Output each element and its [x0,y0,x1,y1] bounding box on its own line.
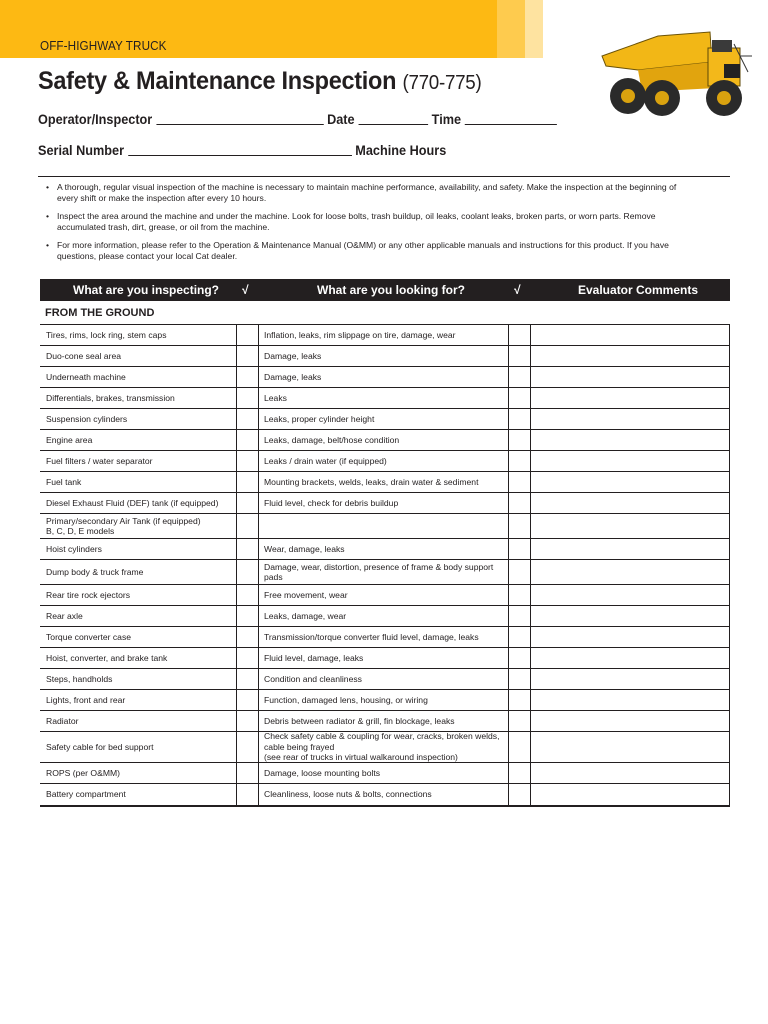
serial-number-field[interactable] [128,144,352,156]
table-row [40,367,730,388]
inspection-item-text: Steps, handholds [46,673,113,684]
look-for-text-text: Mounting brackets, welds, leaks, drain water & sediment [264,476,479,487]
section-title: FROM THE GROUND [45,307,155,319]
comments-cell[interactable] [530,409,730,429]
inspection-item [40,514,236,538]
inspection-item [40,627,236,647]
comments-cell[interactable] [530,732,730,762]
look-for-text-text: Damage, wear, distortion, presence of frame & body support pads [264,561,494,582]
table-row [40,409,730,430]
table-row [40,325,730,346]
check-cell-1[interactable] [236,451,258,471]
comments-cell[interactable] [530,585,730,605]
table-row [40,388,730,409]
look-for-text [258,784,508,805]
inspection-item [40,430,236,450]
check-cell-2[interactable] [508,763,530,783]
look-for-text [258,451,508,471]
table-row [40,585,730,606]
comments-cell[interactable] [530,367,730,387]
check-cell-1[interactable] [236,388,258,408]
look-for-text [258,539,508,559]
check-cell-2[interactable] [508,451,530,471]
comments-cell[interactable] [530,346,730,366]
serial-number-label: Serial Number [38,143,125,158]
look-for-text-text: Condition and cleanliness [264,673,362,684]
divider [38,176,730,177]
check-cell-2[interactable] [508,493,530,513]
header-comments: Evaluator Comments [578,283,699,297]
check-cell-1[interactable] [236,690,258,710]
inspection-item [40,585,236,605]
look-for-text-text: Leaks, damage, wear [264,610,347,621]
inspection-item [40,388,236,408]
look-for-text-text: Debris between radiator & grill, fin blockage, leaks [264,715,455,726]
comments-cell[interactable] [530,669,730,689]
table-row [40,711,730,732]
check-cell-2[interactable] [508,669,530,689]
check-cell-1[interactable] [236,539,258,559]
look-for-text [258,690,508,710]
look-for-text [258,367,508,387]
look-for-text [258,627,508,647]
operator-date-time-row [38,112,561,127]
page-title [38,67,481,96]
table-row [40,606,730,627]
comments-cell[interactable] [530,606,730,626]
look-for-text [258,472,508,492]
check-cell-2[interactable] [508,711,530,731]
check-cell-2[interactable] [508,627,530,647]
look-for-text-text: Transmission/torque converter fluid level, damage, leaks [264,631,479,642]
comments-cell[interactable] [530,472,730,492]
inspection-item [40,493,236,513]
look-for-text-text: Leaks / drain water (if equipped) [264,455,387,466]
check-cell-1[interactable] [236,606,258,626]
look-for-text [258,585,508,605]
instruction-item: • For more information, please refer to the Operation & Maintenance Manual (O&MM) or any other applicable manuals and instructions for this product. If you have questions, please contact your local Cat dealer. [44,240,694,262]
inspection-item-text: Rear axle [46,610,83,621]
inspection-item [40,763,236,783]
comments-cell[interactable] [530,514,730,538]
instruction-item: • Inspect the area around the machine and under the machine. Look for loose bolts, trash buildup, oil leaks, coolant leaks, broken parts, or worn parts. Remove accumulated trash, dirt, grease, or oil from the machine. [44,211,694,233]
look-for-text-text: Leaks [264,392,287,403]
header-check-2: √ [514,283,521,297]
inspection-item-text: Dump body & truck frame [46,566,144,577]
look-for-text-text: Damage, leaks [264,371,322,382]
check-cell-1[interactable] [236,669,258,689]
comments-cell[interactable] [530,648,730,668]
inspection-item-text: Underneath machine [46,371,126,382]
table-row [40,784,730,805]
inspection-item [40,732,236,762]
truck-image [598,26,753,118]
serial-hours-row [38,143,446,158]
check-cell-2[interactable] [508,514,530,538]
check-cell-2[interactable] [508,648,530,668]
operator-label: Operator/Inspector [38,112,153,127]
check-cell-2[interactable] [508,325,530,345]
check-cell-1[interactable] [236,493,258,513]
check-cell-2[interactable] [508,346,530,366]
check-cell-1[interactable] [236,711,258,731]
check-cell-1[interactable] [236,367,258,387]
inspection-item-text: Battery compartment [46,789,126,800]
look-for-text-text: Fluid level, damage, leaks [264,652,364,663]
comments-cell[interactable] [530,627,730,647]
look-for-text [258,648,508,668]
banner-accent-strip-light [525,0,543,58]
look-for-text-text: Damage, leaks [264,350,322,361]
check-cell-2[interactable] [508,560,530,584]
check-cell-1[interactable] [236,472,258,492]
look-for-text [258,493,508,513]
look-for-text-text: Free movement, wear [264,589,348,600]
header-looking: What are you looking for? [317,283,466,297]
table-row [40,732,730,763]
check-cell-2[interactable] [508,732,530,762]
inspection-item [40,690,236,710]
look-for-text [258,763,508,783]
date-label: Date [327,112,355,127]
table-row [40,627,730,648]
table-row [40,346,730,367]
check-cell-2[interactable] [508,388,530,408]
inspection-item-text: Torque converter case [46,631,132,642]
table-row [40,514,730,539]
header-inspecting: What are you inspecting? [73,283,220,297]
inspection-item [40,784,236,805]
look-for-text-text: Check safety cable & coupling for wear, cracks, broken welds, cable being frayed (see rear of trucks in virtual walkaround inspection) [264,731,500,763]
check-cell-2[interactable] [508,409,530,429]
inspection-item-text: Primary/secondary Air Tank (if equipped) B, C, D, E models [46,515,201,536]
comments-cell[interactable] [530,430,730,450]
comments-cell[interactable] [530,784,730,805]
machine-hours-label: Machine Hours [355,143,447,158]
check-cell-1[interactable] [236,732,258,762]
check-cell-1[interactable] [236,627,258,647]
check-cell-2[interactable] [508,784,530,805]
look-for-text [258,346,508,366]
look-for-text [258,669,508,689]
inspection-item-text: Tires, rims, lock ring, stem caps [46,329,167,340]
check-cell-1[interactable] [236,325,258,345]
table-row [40,560,730,585]
check-cell-1[interactable] [236,514,258,538]
table-row [40,763,730,784]
look-for-text [258,325,508,345]
inspection-item [40,606,236,626]
inspection-item-text: ROPS (per O&MM) [46,767,121,778]
look-for-text [258,732,508,762]
inspection-item [40,451,236,471]
inspection-item [40,560,236,584]
inspection-item-text: Differentials, brakes, transmission [46,392,175,403]
inspection-item-text: Radiator [46,715,79,726]
time-field[interactable] [465,113,557,125]
inspection-item-text: Hoist cylinders [46,543,102,554]
comments-cell[interactable] [530,560,730,584]
look-for-text [258,409,508,429]
look-for-text [258,514,508,538]
comments-cell[interactable] [530,763,730,783]
inspection-item-text: Hoist, converter, and brake tank [46,652,168,663]
category-label: OFF-HIGHWAY TRUCK [40,38,167,53]
inspection-table [40,324,730,807]
check-cell-2[interactable] [508,690,530,710]
inspection-item-text: Diesel Exhaust Fluid (DEF) tank (if equipped) [46,497,219,508]
model-range: (770-775) [402,72,482,94]
check-cell-1[interactable] [236,346,258,366]
table-row [40,493,730,514]
inspection-item-text: Engine area [46,434,93,445]
instruction-item: • A thorough, regular visual inspection of the machine is necessary to maintain machine performance, availability, and safety. Make the inspection at the beginning of every shift or make the inspection after every 10 hours. [44,182,694,204]
table-row [40,648,730,669]
comments-cell[interactable] [530,539,730,559]
inspection-item [40,711,236,731]
inspection-item [40,539,236,559]
comments-cell[interactable] [530,388,730,408]
look-for-text-text: Fluid level, check for debris buildup [264,497,399,508]
look-for-text-text: Function, damaged lens, housing, or wiring [264,694,428,705]
inspection-item [40,648,236,668]
check-cell-1[interactable] [236,784,258,805]
table-row [40,669,730,690]
check-cell-2[interactable] [508,539,530,559]
title-text: Safety & Maintenance Inspection [38,67,397,95]
check-cell-2[interactable] [508,472,530,492]
operator-field[interactable] [156,113,323,125]
inspection-item-text: Safety cable for bed support [46,741,154,752]
inspection-item [40,472,236,492]
header-check-1: √ [242,283,249,297]
check-cell-2[interactable] [508,430,530,450]
check-cell-1[interactable] [236,560,258,584]
comments-cell[interactable] [530,711,730,731]
look-for-text [258,711,508,731]
inspection-item-text: Fuel filters / water separator [46,455,153,466]
look-for-text [258,430,508,450]
look-for-text-text: Cleanliness, loose nuts & bolts, connections [264,789,432,800]
check-cell-1[interactable] [236,763,258,783]
comments-cell[interactable] [530,493,730,513]
check-cell-2[interactable] [508,606,530,626]
check-cell-2[interactable] [508,585,530,605]
check-cell-1[interactable] [236,430,258,450]
time-label: Time [431,112,462,127]
comments-cell[interactable] [530,690,730,710]
inspection-item-text: Fuel tank [46,476,82,487]
inspection-item [40,325,236,345]
inspection-item-text: Suspension cylinders [46,413,128,424]
table-row [40,690,730,711]
inspection-item-text: Duo-cone seal area [46,350,122,361]
inspection-item-text: Rear tire rock ejectors [46,589,131,600]
check-cell-2[interactable] [508,367,530,387]
inspection-item [40,346,236,366]
look-for-text-text: Leaks, proper cylinder height [264,413,375,424]
look-for-text [258,388,508,408]
look-for-text [258,606,508,626]
inspection-item [40,669,236,689]
inspection-item [40,409,236,429]
look-for-text [258,560,508,584]
look-for-text-text: Leaks, damage, belt/hose condition [264,434,400,445]
look-for-text-text: Inflation, leaks, rim slippage on tire, damage, wear [264,329,456,340]
look-for-text-text: Damage, loose mounting bolts [264,767,381,778]
table-header [40,279,730,301]
inspection-item-text: Lights, front and rear [46,694,126,705]
look-for-text-text: Wear, damage, leaks [264,543,345,554]
table-row [40,539,730,560]
instructions-list [44,182,694,269]
check-cell-1[interactable] [236,585,258,605]
banner-accent-strip [497,0,525,58]
date-field[interactable] [358,113,428,125]
comments-cell[interactable] [530,451,730,471]
table-row [40,472,730,493]
inspection-item [40,367,236,387]
check-cell-1[interactable] [236,409,258,429]
table-row [40,451,730,472]
comments-cell[interactable] [530,325,730,345]
table-row [40,430,730,451]
check-cell-1[interactable] [236,648,258,668]
